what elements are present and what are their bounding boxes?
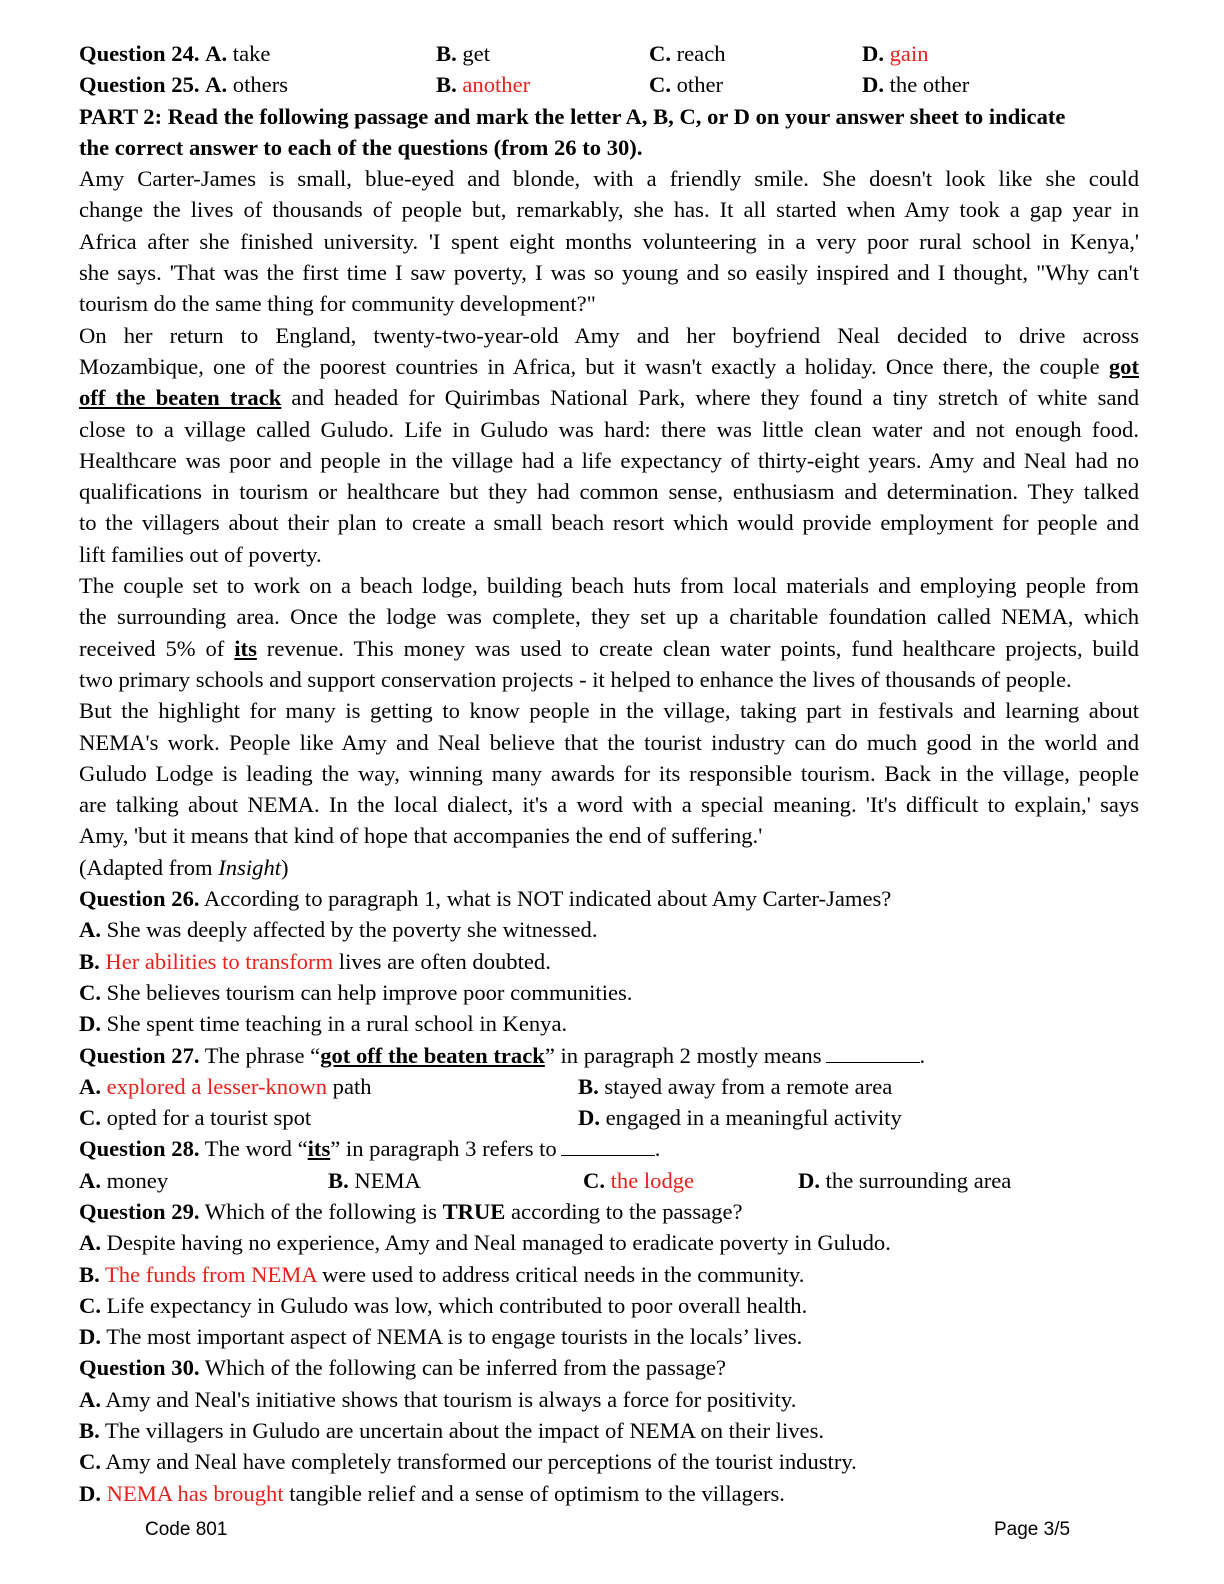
page-number: Page 3/5 <box>994 1519 1071 1540</box>
passage-paragraph-3: The couple set to work on a beach lodge, building beach huts from local materials and employing people from the surrounding area. Once the lodge was complete, they set up a charitable foundation called NEMA, which received 5% of its revenue. This money was used to create clean water points, fund healthcare projects, build two primary schools and support conservation projects - it helped to enhance the lives of thousands of people. <box>79 573 1139 692</box>
question-label: Question 30. <box>79 1355 200 1381</box>
question-29: Question 29. Which of the following is TRUE according to the passage? <box>79 1198 743 1224</box>
exam-code: Code 801 <box>145 1519 228 1540</box>
exam-page <box>79 38 1139 1509</box>
option-d-answer: D. NEMA has brought tangible relief and a sense of optimism to the villagers. <box>79 1480 785 1506</box>
option-b: B. The villagers in Guludo are uncertain about the impact of NEMA on their lives. <box>79 1418 825 1444</box>
question-30: Question 30. Which of the following can be inferred from the passage? <box>79 1355 727 1381</box>
question-label: Question 25. <box>79 72 200 98</box>
option-c-answer: C. the lodge <box>583 1167 695 1193</box>
question-24: Question 24. A. take B. get C. reach D. gain <box>79 41 929 66</box>
part2-heading: PART 2: Read the following passage and mark the letter A, B, C, or D on your answer sheet to indicate <box>79 103 1066 129</box>
option-b-answer: B. Her abilities to transform lives are often doubted. <box>79 948 551 974</box>
answer-blank <box>826 1040 920 1063</box>
option-a: A. money <box>79 1167 169 1193</box>
question-label: Question 26. <box>79 886 200 912</box>
option-a: A. Despite having no experience, Amy and Neal managed to eradicate poverty in Guludo. <box>79 1230 891 1256</box>
option-d: D. engaged in a meaningful activity <box>578 1105 902 1131</box>
part2-heading-cont: the correct answer to each of the questions (from 26 to 30). <box>79 134 643 160</box>
option-d-answer: gain <box>889 41 929 66</box>
option-a: take <box>232 41 271 66</box>
part-title: PART 2 <box>79 103 155 129</box>
question-27-options-cd <box>79 1102 1139 1133</box>
option-a-answer: A. explored a lesser-known path <box>79 1073 372 1099</box>
option-d: D. She spent time teaching in a rural school in Kenya. <box>79 1011 568 1037</box>
passage-source: (Adapted from Insight) <box>79 854 289 880</box>
option-d: D. The most important aspect of NEMA is to engage tourists in the locals’ lives. <box>79 1324 803 1350</box>
passage-paragraph-4: But the highlight for many is getting to know people in the village, taking part in festivals and learning about NEMA's work. People like Amy and Neal believe that the tourist industry can do much good in the world and Guludo Lodge is leading the way, winning many awards for its responsible tourism. Back in the village, people are talking about NEMA. In the local dialect, it's a word with a special meaning. 'It's difficult to explain,' says Amy, 'but it means that kind of hope that accompanies the end of suffering.' <box>79 698 1139 849</box>
option-c: C. Life expectancy in Guludo was low, which contributed to poor overall health. <box>79 1292 808 1318</box>
question-label: Question 28. <box>79 1136 200 1162</box>
option-b: B. NEMA <box>328 1167 421 1193</box>
highlighted-word: its <box>234 635 257 661</box>
question-28-options <box>79 1165 1139 1196</box>
question-27: Question 27. The phrase “got off the beaten track” in paragraph 2 mostly means . <box>79 1040 1139 1071</box>
passage-paragraph-2: On her return to England, twenty-two-year-old Amy and her boyfriend Neal decided to drive across Mozambique, one of the poorest countries in Africa, but it wasn't exactly a holiday. Once there, the couple got off the beaten track and headed for Quirimbas National Park, where they found a tiny stretch of white sand close to a village called Guludo. Life in Guludo was hard: there was little clean water and not enough food. Healthcare was poor and people in the village had a life expectancy of thirty-eight years. Amy and Neal had no qualifications in tourism or healthcare but they had common sense, enthusiasm and determination. They talked to the villagers about their plan to create a small beach resort which would provide employment for people and lift families out of poverty. <box>79 322 1139 567</box>
option-d: the other <box>889 72 970 98</box>
question-28: Question 28. The word “its” in paragraph 3 refers to . <box>79 1133 1139 1164</box>
option-c: reach <box>676 41 726 66</box>
option-b-answer: another <box>462 72 531 98</box>
option-a: others <box>232 72 289 98</box>
page-footer <box>0 1514 1224 1544</box>
option-b-answer: B. The funds from NEMA were used to address critical needs in the community. <box>79 1261 805 1287</box>
option-b: B. stayed away from a remote area <box>578 1073 893 1099</box>
question-26: Question 26. According to paragraph 1, what is NOT indicated about Amy Carter-James? <box>79 886 892 912</box>
option-d: D. the surrounding area <box>798 1167 1012 1193</box>
highlighted-phrase: off the beaten track <box>79 385 282 411</box>
option-a: A. Amy and Neal's initiative shows that tourism is always a force for positivity. <box>79 1386 797 1412</box>
question-27-options-ab <box>79 1071 1139 1102</box>
question-25: Question 25. A. others B. another C. other D. the other <box>79 72 970 98</box>
option-c: C. Amy and Neal have completely transformed our perceptions of the tourist industry. <box>79 1449 857 1475</box>
question-label: Question 29. <box>79 1198 200 1224</box>
highlighted-phrase: got <box>1108 353 1139 379</box>
option-b: get <box>462 41 490 66</box>
option-c: other <box>676 72 724 98</box>
option-c: C. opted for a tourist spot <box>79 1105 312 1131</box>
option-a: A. She was deeply affected by the poverty she witnessed. <box>79 917 598 943</box>
answer-blank <box>561 1133 655 1156</box>
question-label: Question 27. <box>79 1042 200 1068</box>
option-c: C. She believes tourism can help improve poor communities. <box>79 979 633 1005</box>
passage-paragraph-1: Amy Carter-James is small, blue-eyed and blonde, with a friendly smile. She doesn't look like she could change the lives of thousands of people but, remarkably, she has. It all started when Amy took a gap year in Africa after she finished university. 'I spent eight months volunteering in a very poor rural school in Kenya,' she says. 'That was the first time I saw poverty, I was so young and so easily inspired and I thought, "Why can't tourism do the same thing for community development?" <box>79 166 1139 317</box>
question-label: Question 24. <box>79 41 200 66</box>
